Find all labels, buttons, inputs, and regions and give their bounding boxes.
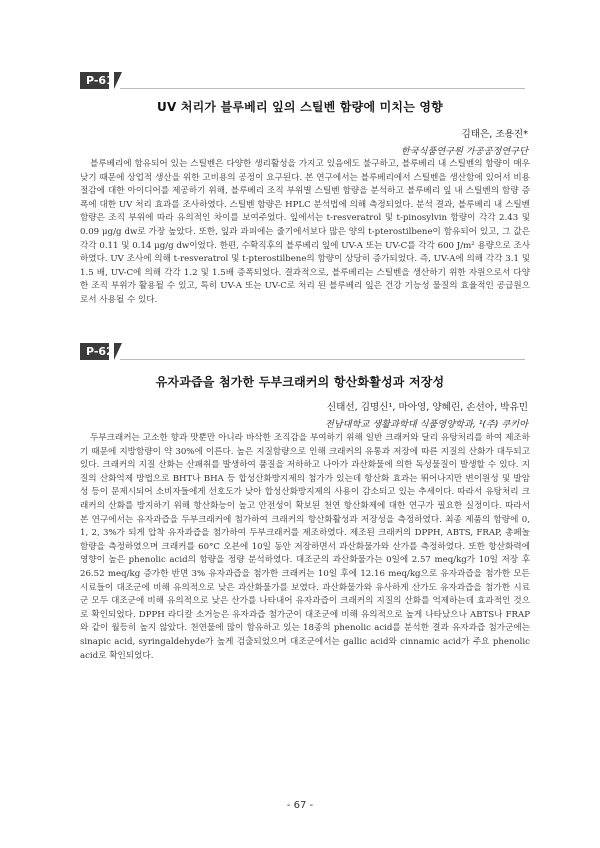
abstract-authors: 신태선, 김명신¹, 마아영, 양혜린, 손선아, 박유민 — [326, 402, 528, 413]
abstract-authors: 김태은, 조용진* — [461, 129, 528, 140]
abstract-tag-label: P-62 — [86, 345, 114, 358]
tag-tail-shape — [114, 343, 122, 360]
abstract-affiliation: 한국식품연구원 가공공정연구단 — [400, 146, 528, 157]
abstract-title: 유자과즙을 첨가한 두부크래커의 항산화활성과 저장성 — [155, 375, 445, 389]
abstract-tag-label: P-61 — [86, 74, 114, 87]
section-divider — [120, 88, 525, 89]
abstract-tag — [80, 343, 120, 360]
page-number: - 67 - — [286, 800, 314, 811]
abstract-tag — [80, 72, 120, 89]
abstract-title: UV 처리가 블루베리 잎의 스틸벤 함량에 미치는 영향 — [157, 100, 443, 114]
abstract-body: 블루베리에 함유되어 있는 스틸벤은 다양한 생리활성을 가지고 있음에도 불구하고, 블루베리 내 스틸벤의 함량이 매우 낮기 때문에 상업적 생산을 위한 고비용의 공정이 요구된다. 본 연구에서는 블루베리에서 스틸벤을 생산함에 있어서 비용 절감에 대한 아이디어를 제공하기 위해, 블루베리 조직 부위별 스틸벤 함량을 분석하고 블루베리 잎 내 스틸벤의 함량 증폭에 대한 UV 처리 효과를 조사하였다. 스틸벤 함량은 HPLC 분석법에 의해 측정되었다. 분석 결과, 블루베리 내 스틸벤 함량은 조직 부위에 따라 유의적인 차이를 보여주었다. 잎에서는 t-resveratrol 및 t-pinosylvin 함량이 각각 2.43 및 0.09 μg/g dw로 가장 높았다. 또한, 잎과 과피에는 줄기에서보다 많은 양의 t-pterostilbene이 함유되어 있고, 그 값은 각각 0.11 및 0.14 μg/g dw이었다. 한편, 수확직후의 블루베리 잎에 UV-A 또는 UV-C를 각각 600 J/m² 용량으로 조사하였다. UV 조사에 의해 t-resveratrol 및 t-pterostilbene의 함량이 상당히 증가되었다. 즉, UV-A에 의해 각각 3.1 및 1.5 배, UV-C에 의해 각각 1.2 및 1.5배 증폭되었다. 결과적으로, 블루베리는 스틸벤을 생산하기 위한 자원으로서 다양한 조직 부위가 활용될 수 있고, 특히 UV-A 또는 UV-C로 처리 된 블루베리 잎은 건강 기능성 물질의 효율적인 공급원으로서 사용될 수 있다. — [80, 159, 530, 305]
section-divider — [120, 359, 525, 360]
abstract-body: 두부크래커는 고소한 향과 맛뿐만 아니라 바삭한 조직감을 부여하기 위해 일반 크래커와 달리 유탕처리를 하여 제조하기 때문에 지방함량이 약 30%에 이른다. 높은 지질함량으로 인해 크래커의 유통과 저장에 따른 지질의 산화가 대두되고 있다. 크래커의 지질 산화는 산패취를 발생하여 품질을 저하하고 나아가 과산화물에 의한 독성물질이 발생할 수 있다. 지질의 산화억제 방법으로 BHT나 BHA 등 합성산화방지제의 첨가가 있는데 항산화 효과는 뛰어나지만 변이원성 및 발암성 등이 문제시되어 소비자들에게 선호도가 낮아 합성산화방지제의 사용이 감소되고 있는 추세이다. 따라서 유탕처리 크래커의 산화를 방지하기 위해 항산화능이 높고 안전성이 확보된 천연 항산화제에 대한 연구가 필요한 실정이다. 따라서 본 연구에서는 유자과즙을 두부크래커에 첨가하여 크래커의 항산화활성과 저장성을 측정하였다. 최종 제품의 함량에 0, 1, 2, 3%가 되게 압착 유자과즙을 첨가하여 두부크래커를 제조하였다. 제조된 크래커의 DPPH, ABTS, FRAP, 총페놀함량을 측정하였으며 크래커를 60°C 오븐에 10일 동안 저장하면서 과산화물가와 산가를 측정하였다. 또한 항산화력에 영향이 높은 phenolic acid의 함량을 정량 분석하였다. 대조군의 과산화물가는 0일에 2.57 meq/kg가 10일 저장 후 26.52 meq/kg 증가한 반면 3% 유자과즙을 첨가한 크래커는 10일 후에 12.16 meq/kg으로 유자과즙을 첨가한 모든 시료들이 대조군에 비해 유의적으로 낮은 과산화물가를 보였다. 과산화물가와 유사하게 산가도 유자과즙을 첨가한 시료군 모두 대조군에 비해 유의적으로 낮은 산가를 나타내어 유자과즙이 크래커의 지질의 산화를 억제하는데 효과적인 것으로 확인되었다. DPPH 라디칼 소거능은 유자과즙 첨가군이 대조군에 비해 유의적으로 높게 나타났으나 ABTS나 FRAP와 같이 월등히 높지 않았다. 천연물에 많이 함유하고 있는 18종의 phenolic acid를 분석한 결과 유자과즙 첨가군에는 sinapic acid, syringaldehyde가 높게 검출되었으며 대조군에서는 gallic acid와 cinnamic acid가 주요 phenolic acid로 확인되었다. — [80, 433, 530, 661]
tag-tail-shape — [114, 72, 122, 89]
abstract-affiliation: 전남대학교 생활과학대 식품영양학과, ¹(주) 쿠키아 — [325, 419, 528, 430]
